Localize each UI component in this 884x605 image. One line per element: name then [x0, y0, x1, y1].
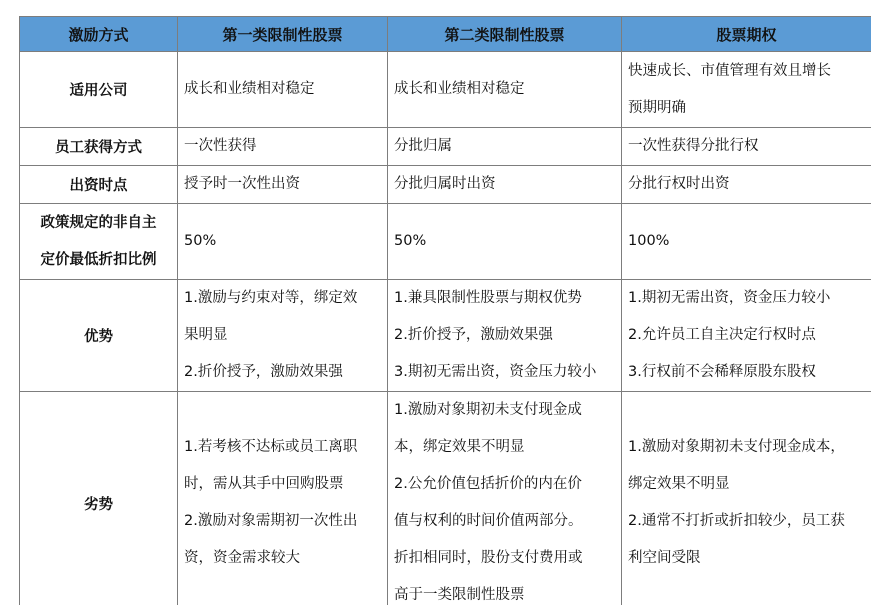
- cell-class1: 50%: [178, 204, 388, 280]
- cell-line: 值与权利的时间价值两部分。: [394, 513, 583, 529]
- cell-option: 分批行权时出资: [622, 166, 872, 204]
- cell-class2: [388, 392, 622, 605]
- row-label: 适用公司: [20, 52, 178, 128]
- cell-line: 1.若考核不达标或员工离职: [184, 439, 358, 455]
- row-min-discount: [20, 204, 872, 280]
- cell-line: 2.激励对象需期初一次性出: [184, 513, 358, 529]
- cell-class1: 一次性获得: [178, 128, 388, 166]
- cell-line: 资，资金需求较大: [184, 550, 300, 566]
- cell-class2: 分批归属时出资: [388, 166, 622, 204]
- cell-line: 预期明确: [628, 99, 686, 116]
- cell-line: 2.公允价值包括折价的内在价: [394, 476, 582, 492]
- row-label: 员工获得方式: [20, 128, 178, 166]
- cell-line: 1.兼具限制性股票与期权优势: [394, 290, 582, 306]
- cell-option: [622, 52, 872, 128]
- cell-class2: 成长和业绩相对稳定: [388, 52, 622, 128]
- cell-line: 1.激励与约束对等，绑定效: [184, 290, 358, 306]
- header-class1-restricted-stock: 第一类限制性股票: [178, 17, 388, 52]
- cell-option: 100%: [622, 204, 872, 280]
- row-disadvantages: [20, 392, 872, 605]
- row-label: 出资时点: [20, 166, 178, 204]
- cell-line: 2.折价授予，激励效果强: [184, 364, 343, 380]
- cell-class1: [178, 280, 388, 392]
- cell-class2: 50%: [388, 204, 622, 280]
- cell-line: 1.期初无需出资，资金压力较小: [628, 290, 831, 306]
- row-label: 优势: [20, 280, 178, 392]
- cell-line: 高于一类限制性股票: [394, 587, 525, 603]
- header-row: [20, 17, 872, 52]
- cell-line: 果明显: [184, 327, 228, 343]
- cell-line: 1.激励对象期初未支付现金成: [394, 402, 582, 418]
- incentive-comparison-table: [19, 16, 871, 605]
- cell-line: 2.通常不打折或折扣较少，员工获: [628, 513, 845, 529]
- row-funding-time: [20, 166, 872, 204]
- header-incentive-method: 激励方式: [20, 17, 178, 52]
- row-label-line: 政策规定的非自主: [40, 214, 157, 231]
- row-label-line: 定价最低折扣比例: [40, 251, 157, 268]
- row-applicable-company: [20, 52, 872, 128]
- cell-option: [622, 392, 872, 605]
- row-advantages: [20, 280, 872, 392]
- row-label: 劣势: [20, 392, 178, 605]
- cell-class2: 分批归属: [388, 128, 622, 166]
- cell-line: 1.激励对象期初未支付现金成本，: [628, 439, 845, 455]
- cell-option: 一次性获得分批行权: [622, 128, 872, 166]
- row-acquire-method: [20, 128, 872, 166]
- header-stock-option: 股票期权: [622, 17, 872, 52]
- row-label: [20, 204, 178, 280]
- cell-line: 时，需从其手中回购股票: [184, 476, 344, 492]
- cell-line: 快速成长、市值管理有效且增长: [628, 62, 831, 79]
- cell-line: 本，绑定效果不明显: [394, 439, 525, 455]
- cell-line: 折扣相同时，股份支付费用或: [394, 550, 583, 566]
- cell-line: 2.折价授予，激励效果强: [394, 327, 553, 343]
- cell-line: 3.期初无需出资，资金压力较小: [394, 364, 597, 380]
- cell-class1: [178, 392, 388, 605]
- cell-line: 利空间受限: [628, 550, 701, 566]
- cell-class2: [388, 280, 622, 392]
- cell-line: 绑定效果不明显: [628, 476, 730, 492]
- cell-class1: 成长和业绩相对稳定: [178, 52, 388, 128]
- header-class2-restricted-stock: 第二类限制性股票: [388, 17, 622, 52]
- cell-class1: 授予时一次性出资: [178, 166, 388, 204]
- cell-line: 3.行权前不会稀释原股东股权: [628, 364, 816, 380]
- table-container: [19, 16, 871, 605]
- cell-option: [622, 280, 872, 392]
- cell-line: 2.允许员工自主决定行权时点: [628, 327, 816, 343]
